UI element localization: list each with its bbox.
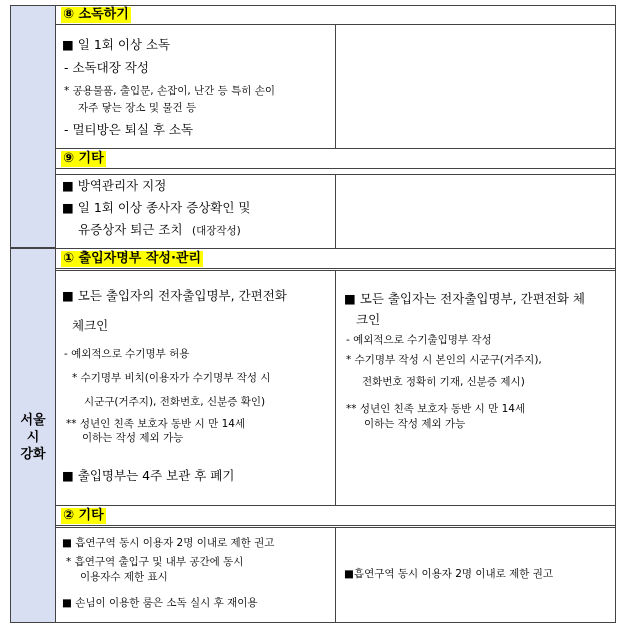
note-line: 이용자수 제한 표시 xyxy=(80,571,168,583)
note-line: ** 성년인 친족 보호자 동반 시 만 14세 xyxy=(66,418,246,430)
note-line: 이하는 작성 제외 가능 xyxy=(364,418,466,430)
text-line: 크인 xyxy=(356,312,381,327)
section-title: ① 출입자명부 작성·관리 xyxy=(63,251,202,266)
category-label-line2: 시 xyxy=(26,430,40,445)
note-line: (대장작성) xyxy=(192,225,241,237)
column-divider xyxy=(335,25,336,148)
text-line: ■ 일 1회 이상 종사자 증상확인 및 xyxy=(62,200,251,215)
column-divider xyxy=(335,271,336,505)
row-divider xyxy=(56,527,616,528)
note-line: - 예외적으로 수기명부 허용 xyxy=(64,348,190,360)
section-title: ⑨ 기타 xyxy=(63,151,104,166)
note-line: * 수기명부 비치(이용자가 수기명부 작성 시 xyxy=(72,372,271,384)
text-line: 체크인 xyxy=(72,318,109,333)
note-line: ■흡연구역 동시 이용자 2명 이내로 제한 권고 xyxy=(344,568,554,580)
note-line: ** 성년인 친족 보호자 동반 시 만 14세 xyxy=(346,403,526,415)
text-line: 유증상자 퇴근 조치 xyxy=(78,222,183,237)
note-line: 전화번호 정확히 기재, 신분증 제시) xyxy=(362,376,525,388)
column-divider xyxy=(335,528,336,623)
section-header-visitor-log xyxy=(56,249,616,269)
note-line: ■ 손님이 이용한 룸은 소독 실시 후 재이용 xyxy=(62,597,258,609)
section-header-other-2 xyxy=(56,506,616,526)
column-divider xyxy=(335,175,336,248)
note-line: 시군구(거주지), 전화번호, 신분증 확인) xyxy=(84,396,266,408)
text-line: ■ 방역관리자 지정 xyxy=(62,178,167,193)
section-title: ⑧ 소독하기 xyxy=(63,7,129,22)
note-line: * 흡연구역 출입구 및 내부 공간에 동시 xyxy=(66,556,244,568)
note-line: - 예외적으로 수기출입명부 작성 xyxy=(346,334,492,346)
text-line: ■ 모든 출입자는 전자출입명부, 간편전화 체 xyxy=(344,291,585,306)
note-line: 이하는 작성 제외 가능 xyxy=(82,432,184,444)
section-title: ② 기타 xyxy=(63,508,104,523)
text-line: - 소독대장 작성 xyxy=(64,60,149,75)
note-line: * 공용물품, 출입문, 손잡이, 난간 등 특히 손이 xyxy=(64,85,276,97)
note-line: 자주 닿는 장소 및 물건 등 xyxy=(78,102,197,114)
row-divider xyxy=(56,174,616,175)
section-header-other xyxy=(56,149,616,169)
category-label-line3: 강화 xyxy=(20,447,46,462)
note-line: * 수기명부 작성 시 본인의 시군구(거주지), xyxy=(346,354,542,366)
text-line: - 멀티방은 퇴실 후 소독 xyxy=(64,122,194,137)
category-label-line1: 서울 xyxy=(20,413,46,428)
row-divider xyxy=(56,270,616,271)
note-line: ■ 흡연구역 동시 이용자 2명 이내로 제한 권고 xyxy=(62,537,275,549)
text-line: ■ 모든 출입자의 전자출입명부, 간편전화 xyxy=(62,288,287,303)
text-line: ■ 일 1회 이상 소독 xyxy=(62,37,171,52)
text-line: ■ 출입명부는 4주 보관 후 폐기 xyxy=(62,468,235,483)
section-header-disinfection xyxy=(56,5,616,25)
